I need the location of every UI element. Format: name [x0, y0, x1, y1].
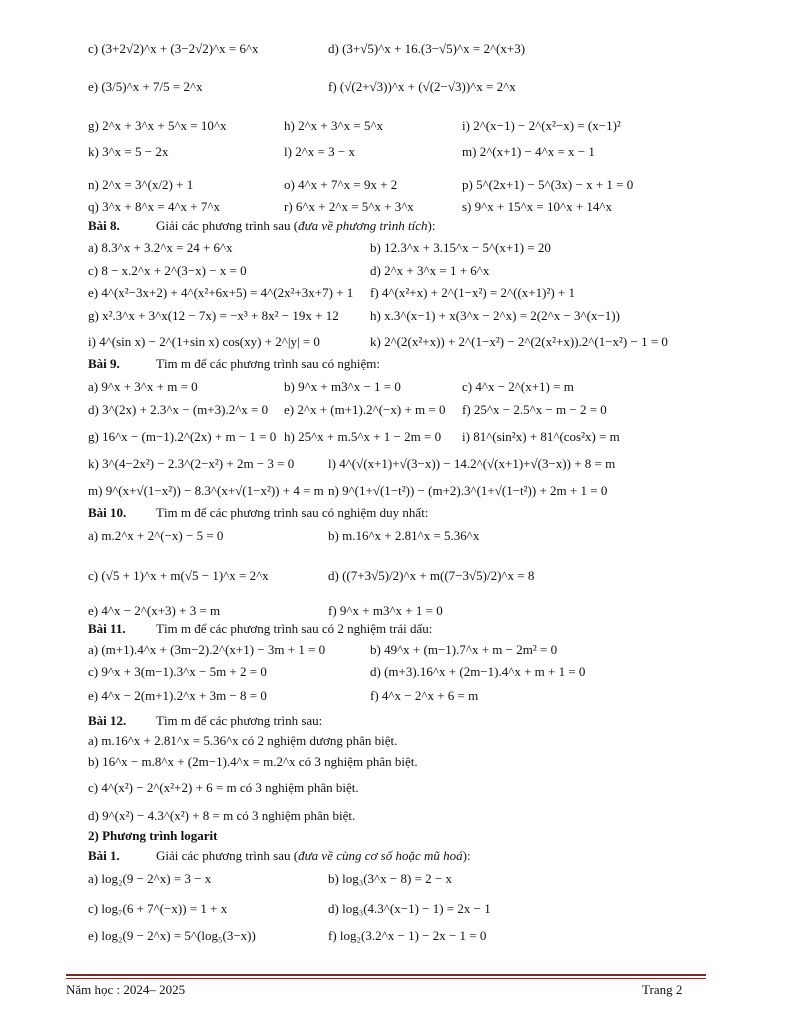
equation-h: h) x.3^(x−1) + x(3^x − 2^x) = 2(2^x − 3^(x−1)) [370, 308, 620, 323]
equation-d: d) 2^x + 3^x = 1 + 6^x [370, 263, 490, 278]
equation-f: f) 4^x − 2^x + 6 = m [370, 688, 479, 703]
equation-n: n) 9^(1+√(1−t²)) − (m+2).3^(1+√(1−t²)) + 2m + 1 = 0 [328, 483, 608, 498]
exercise-heading [88, 216, 435, 236]
equation-k: k) 3^(4−2x²) − 2.3^(2−x²) + 2m − 3 = 0 [88, 456, 295, 471]
exercise-intro: Tìm m để các phương trình sau có 2 nghiệm trái dấu: [156, 621, 433, 636]
exercise-heading [88, 503, 428, 523]
equation-f: f) log₂(3.2^x − 1) − 2x − 1 = 0 [328, 928, 487, 943]
exercise-intro-end: ): [462, 848, 471, 863]
exercise-number: Bài 12. [88, 713, 127, 728]
exercise-row [88, 38, 718, 60]
equation-e: e) 4^(x²−3x+2) + 4^(x²+6x+5) = 4^(2x²+3x+7) + 1 [88, 285, 354, 300]
equation-k: k) 2^(2(x²+x)) + 2^(1−x²) − 2^(2(x²+x)).2^(1−x²) − 1 = 0 [370, 334, 668, 349]
exercise-intro: Tìm m để các phương trình sau: [156, 713, 323, 728]
equation-d: d) (m+3).16^x + (2m−1).4^x + m + 1 = 0 [370, 664, 586, 679]
exercise-row [88, 331, 718, 353]
equation-e: e) 4^x − 2^(x+3) + 3 = m [88, 603, 221, 618]
equation-f: f) 9^x + m3^x + 1 = 0 [328, 603, 443, 618]
equation-p: p) 5^(2x+1) − 5^(3x) − x + 1 = 0 [462, 177, 634, 192]
equation-c: c) (3+2√2)^x + (3−2√2)^x = 6^x [88, 41, 259, 56]
exercise-row [88, 399, 718, 421]
equation-r: r) 6^x + 2^x = 5^x + 3^x [284, 199, 414, 214]
exercise-line-d: d) 9^(x²) − 4.3^(x²) + 8 = m có 3 nghiệm phân biệt. [88, 808, 356, 823]
exercise-intro: Giải các phương trình sau ( [156, 218, 299, 233]
equation-c: c) (√5 + 1)^x + m(√5 − 1)^x = 2^x [88, 568, 269, 583]
exercise-intro: Tìm m để các phương trình sau có nghiệm duy nhất: [156, 505, 429, 520]
exercise-row [88, 685, 718, 707]
exercise-intro-italic: đưa về cùng cơ số hoặc mũ hoá [298, 848, 463, 863]
equation-k: k) 3^x = 5 − 2x [88, 144, 169, 159]
equation-q: q) 3^x + 8^x = 4^x + 7^x [88, 199, 220, 214]
exercise-row [88, 196, 718, 218]
exercise-row [88, 868, 718, 890]
exercise-number: Bài 9. [88, 356, 120, 371]
equation-f: f) 25^x − 2.5^x − m − 2 = 0 [462, 402, 607, 417]
equation-c: c) 9^x + 3(m−1).3^x − 5m + 2 = 0 [88, 664, 267, 679]
exercise-row [88, 426, 718, 448]
section-title: 2) Phương trình logarit [88, 828, 218, 843]
footer-rule-thin [66, 978, 706, 979]
equation-a: a) m.2^x + 2^(−x) − 5 = 0 [88, 528, 224, 543]
equation-e: e) 4^x − 2(m+1).2^x + 3m − 8 = 0 [88, 688, 267, 703]
exercise-intro: Giải các phương trình sau ( [156, 848, 299, 863]
equation-a: a) 9^x + 3^x + m = 0 [88, 379, 198, 394]
equation-b: b) 12.3^x + 3.15^x − 5^(x+1) = 20 [370, 240, 551, 255]
footer-school-year: Năm học : 2024– 2025 [66, 982, 186, 997]
footer-rule [66, 974, 706, 976]
equation-b: b) 9^x + m3^x − 1 = 0 [284, 379, 401, 394]
exercise-row [88, 925, 718, 947]
equation-a: a) (m+1).4^x + (3m−2).2^(x+1) − 3m + 1 = 0 [88, 642, 326, 657]
equation-e: e) 2^x + (m+1).2^(−x) + m = 0 [284, 402, 446, 417]
equation-g: g) 2^x + 3^x + 5^x = 10^x [88, 118, 227, 133]
exercise-intro: Tìm m để các phương trình sau có nghiệm: [156, 356, 381, 371]
equation-b: b) m.16^x + 2.81^x = 5.36^x [328, 528, 480, 543]
equation-b: b) log₃(3^x − 8) = 2 − x [328, 871, 452, 886]
exercise-row [88, 639, 718, 661]
equation-d: d) log₃(4.3^(x−1) − 1) = 2x − 1 [328, 901, 491, 916]
equation-f: f) (√(2+√3))^x + (√(2−√3))^x = 2^x [328, 79, 516, 94]
equation-c: c) 8 − x.2^x + 2^(3−x) − x = 0 [88, 263, 247, 278]
equation-m: m) 2^(x+1) − 4^x = x − 1 [462, 144, 595, 159]
equation-n: n) 2^x = 3^(x/2) + 1 [88, 177, 194, 192]
footer-page-number: Trang 2 [642, 982, 683, 997]
exercise-row [88, 237, 718, 259]
exercise-row [88, 282, 718, 304]
exercise-heading [88, 711, 322, 731]
equation-d: d) 3^(2x) + 2.3^x − (m+3).2^x = 0 [88, 402, 269, 417]
equation-d: d) ((7+3√5)/2)^x + m((7−3√5)/2)^x = 8 [328, 568, 535, 583]
equation-f: f) 4^(x²+x) + 2^(1−x²) = 2^((x+1)²) + 1 [370, 285, 576, 300]
equation-b: b) 49^x + (m−1).7^x + m − 2m² = 0 [370, 642, 558, 657]
exercise-row [88, 76, 718, 98]
equation-i: i) 81^(sin²x) + 81^(cos²x) = m [462, 429, 620, 444]
exercise-line-c: c) 4^(x²) − 2^(x²+2) + 6 = m có 3 nghiệm phân biệt. [88, 780, 359, 795]
exercise-row [88, 305, 718, 327]
exercise-row [88, 453, 718, 475]
exercise-row [88, 260, 718, 282]
equation-g: g) x².3^x + 3^x(12 − 7x) = −x³ + 8x² − 19x + 12 [88, 308, 339, 323]
exercise-row [88, 898, 718, 920]
exercise-number: Bài 1. [88, 848, 120, 863]
equation-c: c) log₇(6 + 7^(−x)) = 1 + x [88, 901, 228, 916]
exercise-heading [88, 354, 380, 374]
equation-h: h) 2^x + 3^x = 5^x [284, 118, 384, 133]
equation-h: h) 25^x + m.5^x + 1 − 2m = 0 [284, 429, 442, 444]
equation-m: m) 9^(x+√(1−x²)) − 8.3^(x+√(1−x²)) + 4 = m [88, 483, 324, 498]
exercise-row [88, 661, 718, 683]
exercise-heading [88, 619, 432, 639]
equation-o: o) 4^x + 7^x = 9x + 2 [284, 177, 398, 192]
exercise-row [88, 141, 718, 163]
equation-i: i) 2^(x−1) − 2^(x²−x) = (x−1)² [462, 118, 621, 133]
exercise-intro-end: ): [427, 218, 436, 233]
equation-a: a) 8.3^x + 3.2^x = 24 + 6^x [88, 240, 233, 255]
equation-e: e) (3/5)^x + 7/5 = 2^x [88, 79, 203, 94]
exercise-number: Bài 11. [88, 621, 126, 636]
exercise-number: Bài 10. [88, 505, 127, 520]
equation-d: d) (3+√5)^x + 16.(3−√5)^x = 2^(x+3) [328, 41, 526, 56]
exercise-row [88, 115, 718, 137]
exercise-heading [88, 846, 471, 866]
equation-i: i) 4^(sin x) − 2^(1+sin x) cos(xy) + 2^|y| = 0 [88, 334, 320, 349]
equation-l: l) 2^x = 3 − x [284, 144, 355, 159]
exercise-row [88, 480, 718, 502]
exercise-row [88, 525, 718, 547]
equation-e: e) log₂(9 − 2^x) = 5^(log₅(3−x)) [88, 928, 256, 943]
exercise-row [88, 174, 718, 196]
equation-l: l) 4^(√(x+1)+√(3−x)) − 14.2^(√(x+1)+√(3−x)) + 8 = m [328, 456, 616, 471]
exercise-row [88, 376, 718, 398]
equation-c: c) 4^x − 2^(x+1) = m [462, 379, 574, 394]
equation-s: s) 9^x + 15^x = 10^x + 14^x [462, 199, 613, 214]
equation-a: a) log₂(9 − 2^x) = 3 − x [88, 871, 212, 886]
equation-g: g) 16^x − (m−1).2^(2x) + m − 1 = 0 [88, 429, 277, 444]
exercise-row [88, 565, 718, 587]
exercise-number: Bài 8. [88, 218, 120, 233]
exercise-intro-italic: đưa về phương trình tích [298, 218, 428, 233]
exercise-line-b: b) 16^x − m.8^x + (2m−1).4^x = m.2^x có 3 nghiệm phân biệt. [88, 754, 418, 769]
exercise-line-a: a) m.16^x + 2.81^x = 5.36^x có 2 nghiệm dương phân biệt. [88, 733, 398, 748]
